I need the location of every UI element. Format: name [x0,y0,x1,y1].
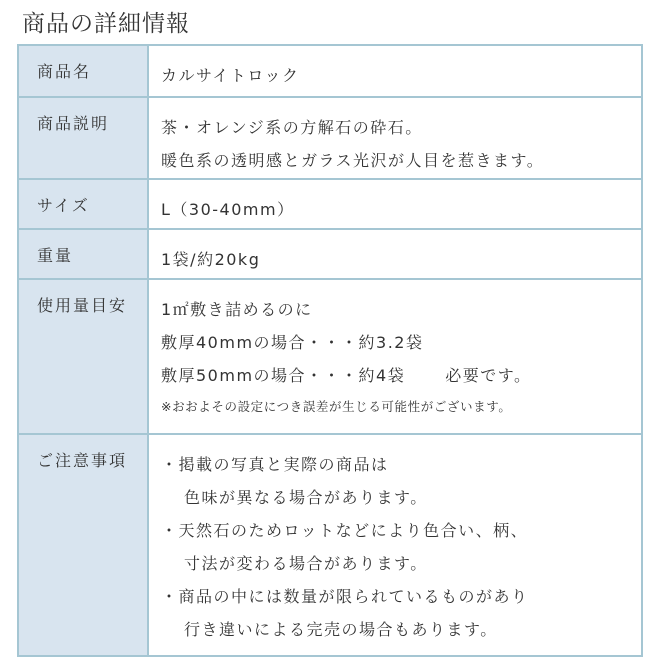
value-line: 行き違いによる完売の場合もあります。 [184,620,498,639]
row-label: 重量 [18,229,148,279]
value-line: 1㎡敷き詰めるのに [161,300,313,319]
value-line: 暖色系の透明感とガラス光沢が人目を惹きます。 [161,151,545,170]
table-row-product-description [18,97,642,179]
product-detail-table [17,44,643,657]
value-line: 1袋/約20kg [161,250,261,269]
value-text: 敷厚50mmの場合・・・約4袋 [161,366,406,385]
row-label: ご注意事項 [18,434,148,656]
value-line: ・商品の中には数量が限られているものがあり [161,587,529,606]
row-value [148,45,642,97]
table-row-weight [18,229,642,279]
row-value [148,97,642,179]
row-label: 使用量目安 [18,279,148,434]
table-row-product-name [18,45,642,97]
value-line: L（30-40mm） [161,200,295,219]
value-line: 色味が異なる場合があります。 [184,488,428,507]
row-label: 商品説明 [18,97,148,179]
note-line: ※おおよその設定につき誤差が生じる可能性がございます。 [161,399,512,414]
row-label: サイズ [18,179,148,229]
row-value [148,434,642,656]
value-line: 敷厚40mmの場合・・・約3.2袋 [161,333,424,352]
row-value [148,279,642,434]
value-line: ・掲載の写真と実際の商品は [161,455,389,474]
value-line: 茶・オレンジ系の方解石の砕石。 [161,118,423,137]
row-label: 商品名 [18,45,148,97]
page-title: 商品の詳細情報 [22,11,190,37]
value-line: カルサイトロック [161,66,300,85]
table-row-size [18,179,642,229]
row-value [148,229,642,279]
value-line: 寸法が変わる場合があります。 [184,554,428,573]
value-text: 必要です。 [445,366,532,385]
value-line [161,359,641,392]
table-row-notes [18,434,642,656]
value-line: ・天然石のためロットなどにより色合い、柄、 [161,521,529,540]
row-value [148,179,642,229]
table-row-usage-guide [18,279,642,434]
